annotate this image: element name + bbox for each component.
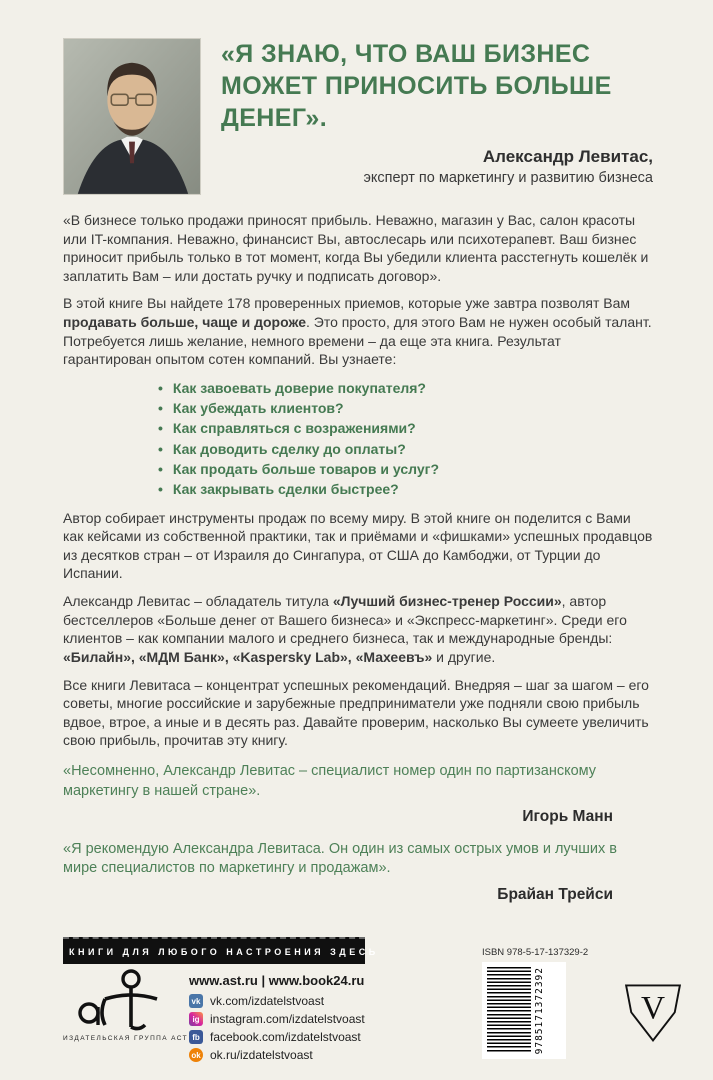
ok-icon: ok <box>189 1048 203 1062</box>
social-handle: ok.ru/izdatelstvoast <box>210 1048 313 1062</box>
social-handle: facebook.com/izdatelstvoast <box>210 1030 361 1044</box>
imprint-logo <box>621 979 685 1043</box>
paragraph: В этой книге Вы найдете 178 проверенных приемов, которые уже завтра позволят Вам продавать больше, чаще и дороже. Это просто, для этого Вам не нужен особый талант. Потребуется лишь желание, немного времени – да еще эта книга. Результат гарантирован опытом сотен компаний. Вы узнаете: <box>63 295 652 368</box>
social-row <box>189 1048 482 1062</box>
isbn-text: ISBN 978-5-17-137329-2 <box>482 947 589 958</box>
ast-logo <box>75 969 161 1033</box>
quote-paragraph: «Я рекомендую Александра Левитаса. Он один из самых острых умов и лучших в мире специалистов по маркетингу и продажам». <box>63 840 617 877</box>
quote-attribution: Игорь Манн <box>522 808 613 826</box>
footer-banner: КНИГИ ДЛЯ ЛЮБОГО НАСТРОЕНИЯ ЗДЕСЬ <box>63 937 365 964</box>
social-row <box>189 1012 482 1026</box>
ast-publisher-block <box>63 969 189 1042</box>
paragraph: «В бизнесе только продажи приносят прибыль. Неважно, магазин у Вас, салон красоты или IT-компания. Неважно, финансист Вы, автослесарь или психотерапевт. Ваш бизнес приносит прибыль только в тот момент, когда Вы убедили клиента расстегнуть кошелёк и заплатить Вам – или достать ручку и подписать договор». <box>63 212 649 284</box>
isbn-block <box>482 947 607 1059</box>
barcode-bars <box>487 967 531 1053</box>
social-handle: vk.com/izdatelstvoast <box>210 994 325 1008</box>
author-photo <box>63 38 201 195</box>
ast-caption: ИЗДАТЕЛЬСКАЯ ГРУППА АСТ <box>63 1035 189 1042</box>
author-name: Александр Левитас, <box>482 147 653 166</box>
author-portrait-illustration <box>64 39 200 194</box>
paragraph: Автор собирает инструменты продаж по всему миру. В этой книге он поделится с Вами как кейсами из собственной практики, так и приёмами и «фишками» успешных продавцов из десятков стран – от Израиля до Сингапура, от США до Камбоджи, от Турции до Испании. <box>63 509 653 582</box>
footer <box>0 937 713 1080</box>
svg-text:V: V <box>640 989 666 1027</box>
vk-icon: vk <box>189 994 203 1008</box>
bullet-item: • Как продать больше товаров и услуг? <box>158 459 653 479</box>
facebook-icon: fb <box>189 1030 203 1044</box>
header <box>63 38 653 195</box>
bullet-item: • Как убеждать клиентов? <box>158 398 653 418</box>
links-block <box>189 969 482 1066</box>
bullet-item: • Как завоевать доверие покупателя? <box>158 378 653 398</box>
publisher-websites: www.ast.ru | www.book24.ru <box>189 973 365 988</box>
author-role: эксперт по маркетингу и развитию бизнеса <box>363 170 653 186</box>
bullet-item: • Как справляться с возражениями? <box>158 418 653 438</box>
paragraph: Александр Левитас – обладатель титула «Лучший бизнес-тренер России», автор бестселлеров «Больше денег от Вашего бизнеса» и «Экспресс-маркетинг». Среди его клиентов – как компании малого и среднего бизнеса, так и международные бренды: «Билайн», «МДМ Банк», «Kaspersky Lab», «Махеевъ» и другие. <box>63 593 627 665</box>
barcode-number: 9785171372392 <box>534 967 545 1055</box>
social-handle: instagram.com/izdatelstvoast <box>210 1012 365 1026</box>
bullet-list <box>63 378 653 500</box>
social-row <box>189 1030 482 1044</box>
body-content <box>63 211 653 905</box>
social-row <box>189 994 482 1008</box>
instagram-icon: ig <box>189 1012 203 1026</box>
bullet-item: • Как закрывать сделки быстрее? <box>158 479 653 499</box>
header-attribution <box>221 147 653 186</box>
quote-paragraph: «Несомненно, Александр Левитас – специалист номер один по партизанскому маркетингу в нашей стране». <box>63 762 597 799</box>
quote-attribution: Брайан Трейси <box>497 885 613 903</box>
social-list <box>189 994 482 1062</box>
bullet-item: • Как доводить сделку до оплаты? <box>158 439 653 459</box>
paragraph: Все книги Левитаса – концентрат успешных рекомендаций. Внедряя – шаг за шагом – его советы, многие российские и зарубежные предприниматели уже подняли свою прибыль вдвое, втрое, а иные и в десять раз. Давайте проверим, насколько Вы сумеете увеличить свою прибыль, прочитав эту книгу. <box>63 676 649 749</box>
barcode <box>482 962 566 1059</box>
headline-quote: «Я ЗНАЮ, ЧТО ВАШ БИЗНЕС МОЖЕТ ПРИНОСИТЬ БОЛЬШЕ ДЕНЕГ». <box>221 40 612 132</box>
